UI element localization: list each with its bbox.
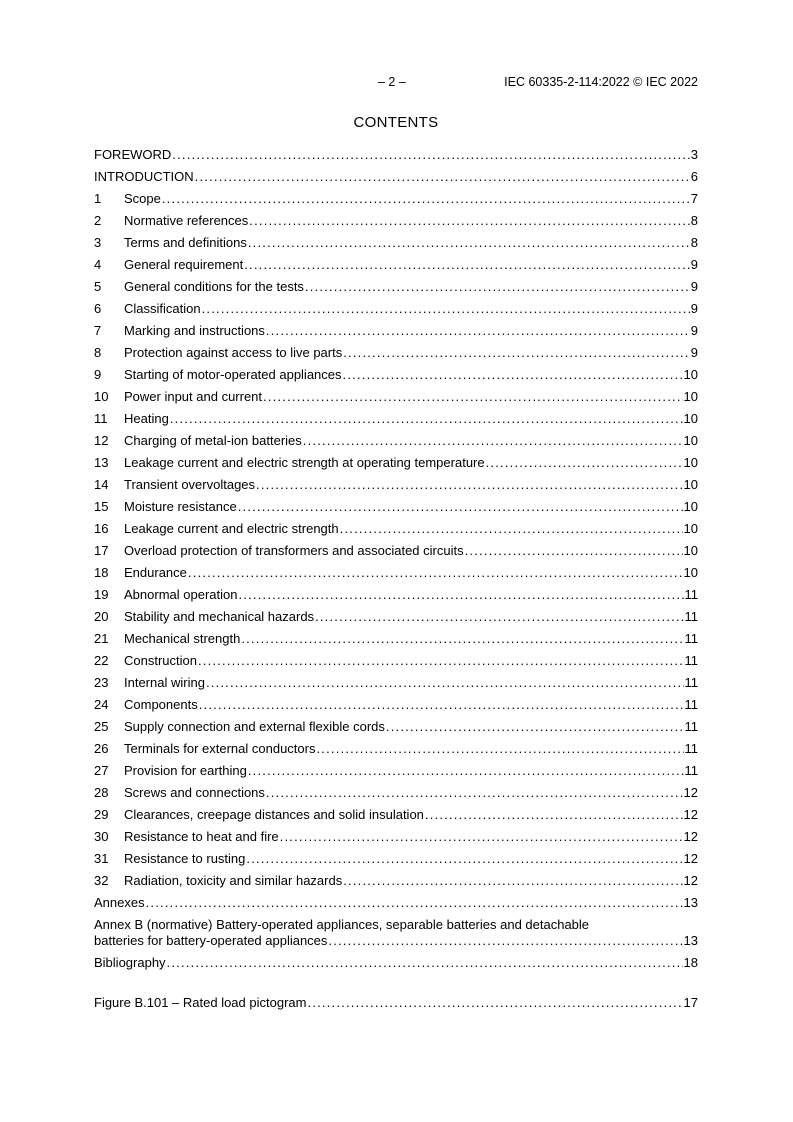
toc-entry-label: Starting of motor-operated appliances (124, 367, 342, 382)
toc-leader-dots (248, 762, 684, 780)
toc-entry-number: 31 (94, 851, 109, 866)
toc-entry-number: 11 (94, 411, 108, 426)
toc-entry[interactable] (94, 409, 698, 431)
toc-entry-page: 10 (683, 389, 698, 404)
toc-leader-dots (146, 894, 683, 912)
toc-entry[interactable] (94, 695, 698, 717)
document-id: IEC 60335-2-114:2022 © IEC 2022 (504, 75, 698, 89)
toc-entry-number: 14 (94, 477, 109, 492)
toc-leader-dots (486, 454, 683, 472)
toc-entry-number: 23 (94, 675, 109, 690)
toc-entry-number: 10 (94, 389, 109, 404)
toc-entry-number: 8 (94, 345, 102, 360)
toc-entry-number: 13 (94, 455, 109, 470)
toc-entry-page: 10 (683, 477, 698, 492)
toc-leader-dots (465, 542, 683, 560)
toc-entry-label: Heating (124, 411, 169, 426)
toc-entry-page: 11 (684, 609, 698, 624)
toc-entry-label: Classification (124, 301, 201, 316)
toc-entry-page: 11 (684, 653, 698, 668)
toc-entry-page: 10 (683, 455, 698, 470)
toc-leader-dots (343, 366, 683, 384)
toc-entry[interactable] (94, 673, 698, 695)
list-of-figures (94, 993, 698, 1015)
toc-entry-number: 16 (94, 521, 109, 536)
toc-leader-dots (315, 608, 683, 626)
toc-leader-dots (328, 933, 682, 949)
toc-leader-dots (170, 410, 683, 428)
toc-entry-label: Construction (124, 653, 197, 668)
toc-entry-label: Mechanical strength (124, 631, 241, 646)
toc-entry[interactable] (94, 255, 698, 277)
toc-entry-label: Scope (124, 191, 161, 206)
toc-entry[interactable] (94, 563, 698, 585)
toc-entry-page: 3 (690, 147, 698, 162)
toc-entry-number: 18 (94, 565, 109, 580)
figure-entry-label: Figure B.101 – Rated load pictogram (94, 995, 307, 1010)
toc-entry-page: 11 (684, 741, 698, 756)
toc-leader-dots (425, 806, 683, 824)
toc-entry[interactable] (94, 849, 698, 871)
toc-leader-dots (266, 322, 690, 340)
toc-entry[interactable] (94, 629, 698, 651)
toc-entry-page: 12 (683, 829, 698, 844)
toc-entry-page: 10 (683, 367, 698, 382)
toc-entry-page: 12 (683, 851, 698, 866)
toc-entry-number: 32 (94, 873, 109, 888)
toc-entry-label: Terminals for external conductors (124, 741, 316, 756)
figure-entry-page: 17 (683, 995, 698, 1010)
toc-entry-label: Resistance to heat and fire (124, 829, 279, 844)
toc-entry-page: 10 (683, 565, 698, 580)
toc-entry-label: Power input and current (124, 389, 263, 404)
toc-entry-label: Protection against access to live parts (124, 345, 343, 360)
toc-entry[interactable] (94, 827, 698, 849)
toc-entry-number: 15 (94, 499, 109, 514)
toc-entry[interactable] (94, 475, 698, 497)
toc-entry-page: 13 (683, 895, 698, 910)
toc-entry[interactable] (94, 145, 698, 167)
toc-leader-dots (167, 954, 683, 972)
toc-leader-dots (316, 740, 683, 758)
toc-entry-label: Transient overvoltages (124, 477, 256, 492)
toc-leader-dots (206, 674, 684, 692)
toc-entry-label: batteries for battery-operated appliances (94, 933, 328, 948)
toc-entry-page: 8 (690, 235, 698, 250)
toc-entry-annex-b[interactable] (94, 915, 698, 953)
toc-entry-label: Screws and connections (124, 785, 265, 800)
toc-entry-label: Provision for earthing (124, 763, 247, 778)
toc-entry-label: Terms and definitions (124, 235, 247, 250)
toc-entry[interactable] (94, 871, 698, 893)
toc-leader-dots (198, 652, 684, 670)
toc-entry-label: Leakage current and electric strength at operating temperature (124, 455, 485, 470)
toc-leader-dots (263, 388, 683, 406)
toc-entry-page: 10 (683, 521, 698, 536)
toc-leader-dots (266, 784, 683, 802)
toc-leader-dots (199, 696, 684, 714)
toc-leader-dots (343, 872, 682, 890)
toc-entry[interactable] (94, 519, 698, 541)
toc-entry-page: 11 (684, 631, 698, 646)
toc-leader-dots (303, 432, 683, 450)
toc-entry-number: 21 (94, 631, 109, 646)
page-title: CONTENTS (353, 114, 439, 131)
toc-entry-number: 2 (94, 213, 102, 228)
toc-leader-dots (241, 630, 683, 648)
toc-entry[interactable] (94, 651, 698, 673)
toc-leader-dots (256, 476, 683, 494)
toc-entry-label: Resistance to rusting (124, 851, 246, 866)
toc-entry-page: 11 (684, 719, 698, 734)
toc-entry-number: 12 (94, 433, 109, 448)
toc-entry-label: Overload protection of transformers and associated circuits (124, 543, 464, 558)
toc-entry-label: Annexes (94, 895, 145, 910)
toc-entry[interactable] (94, 233, 698, 255)
toc-entry-page: 12 (683, 785, 698, 800)
toc-entry[interactable] (94, 453, 698, 475)
toc-entry[interactable] (94, 739, 698, 761)
toc-entry-label: Supply connection and external flexible cords (124, 719, 385, 734)
toc-leader-dots (305, 278, 690, 296)
toc-entry-number: 4 (94, 257, 102, 272)
toc-leader-dots (307, 994, 682, 1012)
toc-entry-number: 29 (94, 807, 109, 822)
toc-leader-dots (386, 718, 684, 736)
toc-leader-dots (238, 586, 683, 604)
toc-entry-label: Internal wiring (124, 675, 205, 690)
toc-entry-number: 9 (94, 367, 102, 382)
toc-entry-page: 12 (683, 873, 698, 888)
toc-leader-dots (188, 564, 683, 582)
toc-entry[interactable] (94, 167, 698, 189)
toc-entry-number: 6 (94, 301, 102, 316)
toc-entry-label: Marking and instructions (124, 323, 265, 338)
toc-entry[interactable] (94, 783, 698, 805)
toc-entry-page: 10 (683, 499, 698, 514)
page-number: – 2 – (378, 75, 406, 89)
toc-entry-number: 17 (94, 543, 109, 558)
toc-entry-label: FOREWORD (94, 147, 172, 162)
toc-entry-number: 27 (94, 763, 109, 778)
toc-entry-number: 24 (94, 697, 109, 712)
toc-entry-page: 9 (690, 345, 698, 360)
toc-entry[interactable] (94, 497, 698, 519)
toc-entry-page: 10 (683, 433, 698, 448)
toc-entry-page: 6 (690, 169, 698, 184)
toc-entry-page: 12 (683, 807, 698, 822)
toc-entry-page: 13 (683, 933, 698, 948)
toc-leader-dots (246, 850, 682, 868)
toc-entry-label: Annex B (normative) Battery-operated appliances, separable batteries and detachable (94, 917, 590, 932)
toc-leader-dots (343, 344, 690, 362)
toc-entry-page: 9 (690, 301, 698, 316)
toc-entry-page: 11 (684, 587, 698, 602)
toc-entry-number: 20 (94, 609, 109, 624)
toc-entry-number: 28 (94, 785, 109, 800)
toc-entry-label: Charging of metal-ion batteries (124, 433, 302, 448)
toc-entry-label: General conditions for the tests (124, 279, 304, 294)
toc-entry-page: 9 (690, 279, 698, 294)
toc-entry-number: 22 (94, 653, 109, 668)
toc-entry-number: 19 (94, 587, 109, 602)
toc-entry[interactable] (94, 387, 698, 409)
toc-entry-number: 5 (94, 279, 102, 294)
toc-entry[interactable] (94, 585, 698, 607)
toc-entry-number: 26 (94, 741, 109, 756)
toc-entry[interactable] (94, 343, 698, 365)
toc-leader-dots (238, 498, 683, 516)
toc-leader-dots (249, 212, 689, 230)
toc-entry-label: Leakage current and electric strength (124, 521, 339, 536)
toc-entry[interactable] (94, 321, 698, 343)
toc-entry[interactable] (94, 761, 698, 783)
toc-entry-label: Normative references (124, 213, 249, 228)
toc-entry-page: 7 (690, 191, 698, 206)
toc-entry-label: Moisture resistance (124, 499, 237, 514)
toc-entry-page: 11 (684, 763, 698, 778)
toc-entry-page: 11 (684, 697, 698, 712)
toc-entry-label: Endurance (124, 565, 187, 580)
toc-leader-dots (195, 168, 690, 186)
toc-leader-dots (340, 520, 683, 538)
toc-entry-page: 10 (683, 411, 698, 426)
toc-entry-label: Stability and mechanical hazards (124, 609, 315, 624)
toc-entry[interactable] (94, 805, 698, 827)
toc-entry-number: 25 (94, 719, 109, 734)
toc-entry-number: 7 (94, 323, 102, 338)
toc-entry-label: Radiation, toxicity and similar hazards (124, 873, 343, 888)
toc-entry[interactable] (94, 717, 698, 739)
toc-entry-number: 1 (94, 191, 102, 206)
figure-entry[interactable] (94, 993, 698, 1015)
toc-entry[interactable] (94, 431, 698, 453)
toc-leader-dots (248, 234, 690, 252)
toc-entry[interactable] (94, 189, 698, 211)
toc-entry-number: 30 (94, 829, 109, 844)
toc-entry[interactable] (94, 211, 698, 233)
toc-entry-label: Clearances, creepage distances and solid insulation (124, 807, 424, 822)
toc-entry-label: Components (124, 697, 198, 712)
toc-entry[interactable] (94, 607, 698, 629)
toc-entry-label: Bibliography (94, 955, 166, 970)
toc-entry-page: 10 (683, 543, 698, 558)
page-header (94, 75, 698, 93)
toc-entry-page: 8 (690, 213, 698, 228)
toc-entry-page: 9 (690, 323, 698, 338)
toc-entry-page: 18 (683, 955, 698, 970)
toc-entry-number: 3 (94, 235, 102, 250)
toc-entry[interactable] (94, 299, 698, 321)
toc-leader-dots (244, 256, 690, 274)
toc-entry[interactable] (94, 277, 698, 299)
toc-leader-dots (202, 300, 690, 318)
toc-entry[interactable] (94, 365, 698, 387)
toc-entry[interactable] (94, 541, 698, 563)
toc-leader-dots (172, 146, 689, 164)
toc-entry-bibliography[interactable] (94, 953, 698, 975)
toc-leader-dots (162, 190, 690, 208)
toc-entry-label: Abnormal operation (124, 587, 238, 602)
toc-leader-dots (280, 828, 683, 846)
toc-entry-label: General requirement (124, 257, 244, 272)
toc-entry-label: INTRODUCTION (94, 169, 194, 184)
toc-entry-page: 9 (690, 257, 698, 272)
toc-entry[interactable] (94, 893, 698, 915)
table-of-contents (94, 145, 698, 975)
toc-entry-page: 11 (684, 675, 698, 690)
